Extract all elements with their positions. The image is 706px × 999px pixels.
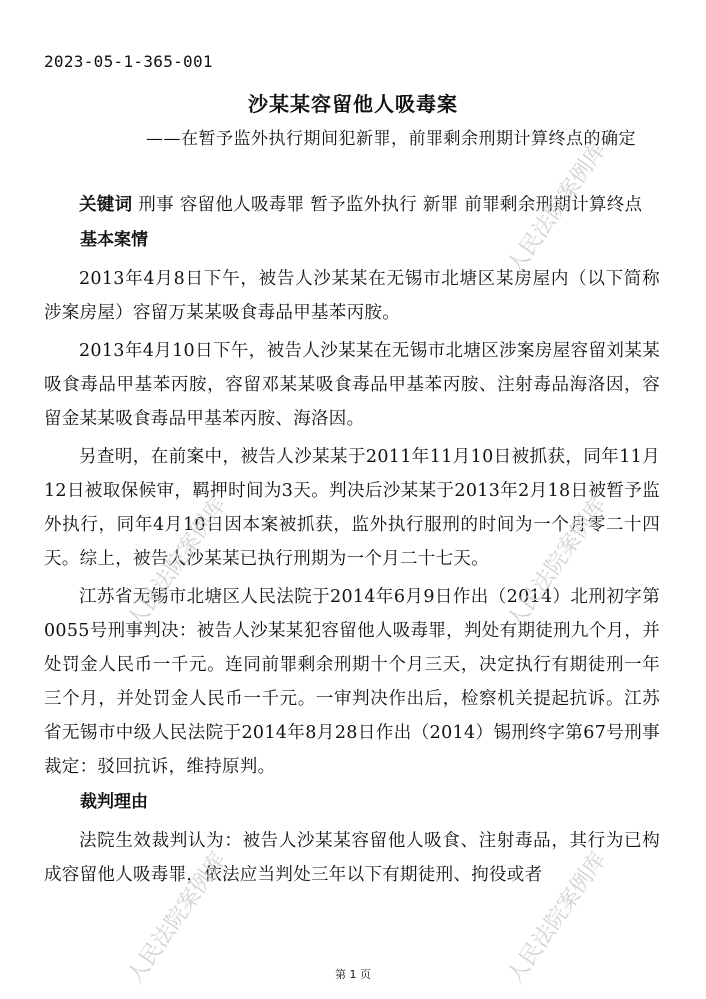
section-heading-basic-facts: 基本案情 [80, 230, 148, 250]
document-body [44, 188, 660, 892]
watermark: 人民法院案例库 [122, 492, 232, 634]
paragraph: 另查明，在前案中，被告人沙某某于2011年11月10日被抓获，同年11月12日被取保候审，羁押时间为3天。判决后沙某某于2013年2月18日被暂予监外执行，同年4月10日因本案被抓获，监外执行服刑的时间为一个月零二十四天。综上，被告人沙某某已执行刑期为一个月二十七天。 [44, 447, 660, 569]
paragraph: 法院生效裁判认为：被告人沙某某容留他人吸食、注射毒品，其行为已构成容留他人吸毒罪，依法应当判处三年以下有期徒刑、拘役或者 [44, 831, 660, 885]
watermark: 人民法院案例库 [502, 847, 612, 989]
section-heading-reasoning: 裁判理由 [80, 792, 148, 812]
paragraph: 2013年4月10日下午，被告人沙某某在无锡市北塘区涉案房屋容留刘某某吸食毒品甲基苯丙胺，容留邓某某吸食毒品甲基苯丙胺、注射毒品海洛因，容留金某某吸食毒品甲基苯丙胺、海洛因。 [44, 341, 660, 429]
keywords-label: 关键词 [79, 195, 133, 215]
case-number: 2023-05-1-365-001 [44, 52, 213, 71]
keywords-paragraph [44, 188, 660, 222]
page-number: 第 1 页 [335, 968, 371, 981]
watermark: 人民法院案例库 [122, 847, 232, 989]
paragraph: 江苏省无锡市北塘区人民法院于2014年6月9日作出（2014）北刑初字第0055号刑事判决：被告人沙某某犯容留他人吸毒罪，判处有期徒刑九个月，并处罚金人民币一千元。连同前罪剩余刑期十个月三天，决定执行有期徒刑一年三个月，并处罚金人民币一千元。一审判决作出后，检察机关提起抗诉。江苏省无锡市中级人民法院于2014年8月28日作出（2014）锡刑终字第67号刑事裁定：驳回抗诉，维持原判。 [44, 587, 660, 777]
paragraph: 2013年4月8日下午，被告人沙某某在无锡市北塘区某房屋内（以下简称涉案房屋）容留万某某吸食毒品甲基苯丙胺。 [44, 269, 660, 323]
keywords-text: 刑事 容留他人吸毒罪 暂予监外执行 新罪 前罪剩余刑期计算终点 [138, 195, 643, 215]
document-subtitle: ——在暂予监外执行期间犯新罪，前罪剩余刑期计算终点的确定 [146, 129, 636, 149]
document-title: 沙某某容留他人吸毒案 [248, 92, 458, 116]
watermark: 人民法院案例库 [502, 137, 612, 279]
watermark: 人民法院案例库 [502, 492, 612, 634]
